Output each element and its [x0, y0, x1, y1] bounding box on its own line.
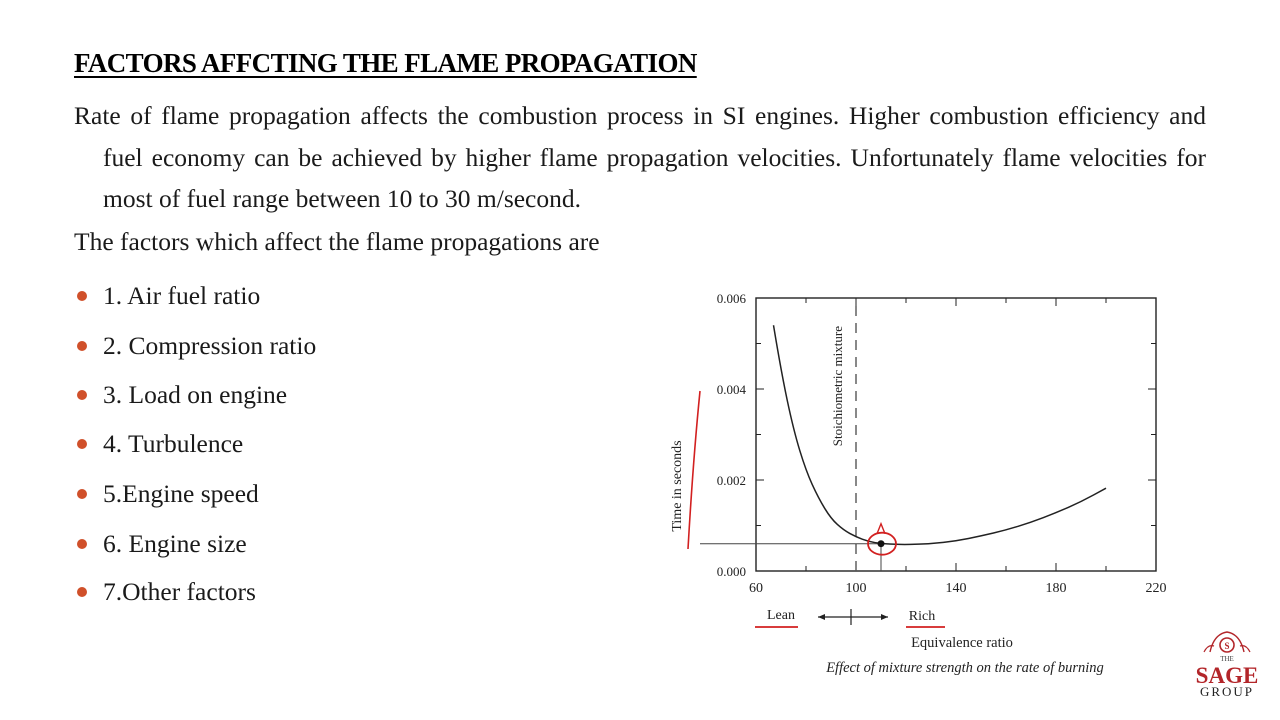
lean-label: Lean	[767, 608, 795, 623]
factor-item	[74, 426, 243, 462]
x-tick-label: 140	[945, 581, 967, 596]
x-axis-label: Equivalence ratio	[911, 635, 1013, 651]
bullet-dot-icon	[77, 390, 87, 400]
bullet-dot-icon	[77, 489, 87, 499]
factor-item	[74, 476, 259, 512]
factor-label: 3. Load on engine	[103, 380, 288, 409]
bullet-dot-icon	[77, 539, 87, 549]
bullet-dot-icon	[77, 587, 87, 597]
factor-item	[74, 328, 316, 364]
y-tick-label: 0.000	[716, 564, 746, 579]
y-tick-label: 0.006	[716, 291, 746, 306]
x-tick-label: 60	[749, 581, 763, 596]
rich-label: Rich	[908, 609, 936, 624]
intro-paragraph: Rate of flame propagation affects the combustion process in SI engines. Higher combustion efficiency and fuel economy can be achieved by higher flame propagation velocities. Unfortunately flame velocities for most of fuel range between 10 to 30 m/second.	[74, 101, 1206, 213]
factor-item	[74, 526, 247, 562]
x-tick-label: 180	[1045, 581, 1067, 596]
logo-main-text: SAGE	[1195, 663, 1259, 688]
logo-small-text: THE	[1220, 655, 1234, 663]
arrow-right-icon	[881, 614, 888, 620]
burning-rate-chart	[660, 280, 1180, 680]
factor-label: 7.Other factors	[103, 577, 256, 606]
x-tick-label: 220	[1145, 581, 1167, 596]
factor-label: 2. Compression ratio	[103, 331, 317, 360]
ylabel-underline	[688, 391, 700, 549]
chart-caption: Effect of mixture strength on the rate of burning	[826, 660, 1104, 676]
y-tick-label: 0.002	[716, 473, 746, 488]
factors-lead-text: The factors which affect the flame propagations are	[74, 227, 600, 256]
factor-item	[74, 574, 256, 610]
factor-label: 4. Turbulence	[103, 429, 244, 458]
y-tick-label: 0.004	[716, 382, 746, 397]
bullet-dot-icon	[77, 439, 87, 449]
plot-frame	[756, 298, 1156, 571]
logo-emblem: S	[1224, 641, 1230, 651]
factor-label: 5.Engine speed	[103, 479, 259, 508]
bullet-dot-icon	[77, 291, 87, 301]
burning-time-curve	[774, 325, 1107, 544]
factor-label: 1. Air fuel ratio	[103, 281, 261, 310]
x-tick-label: 100	[845, 581, 867, 596]
bullet-dot-icon	[77, 341, 87, 351]
reference-line-label: Stoichiometric mixture	[830, 326, 845, 447]
y-axis-label: Time in seconds	[670, 440, 685, 532]
arrow-left-icon	[818, 614, 825, 620]
factor-item	[74, 278, 260, 314]
minimum-point	[878, 540, 885, 547]
sage-group-logo	[1186, 630, 1268, 700]
factor-label: 6. Engine size	[103, 529, 247, 558]
factor-item	[74, 377, 287, 413]
slide-title: FACTORS AFFCTING THE FLAME PROPAGATION	[74, 48, 697, 78]
logo-sub-text: GROUP	[1199, 684, 1255, 699]
